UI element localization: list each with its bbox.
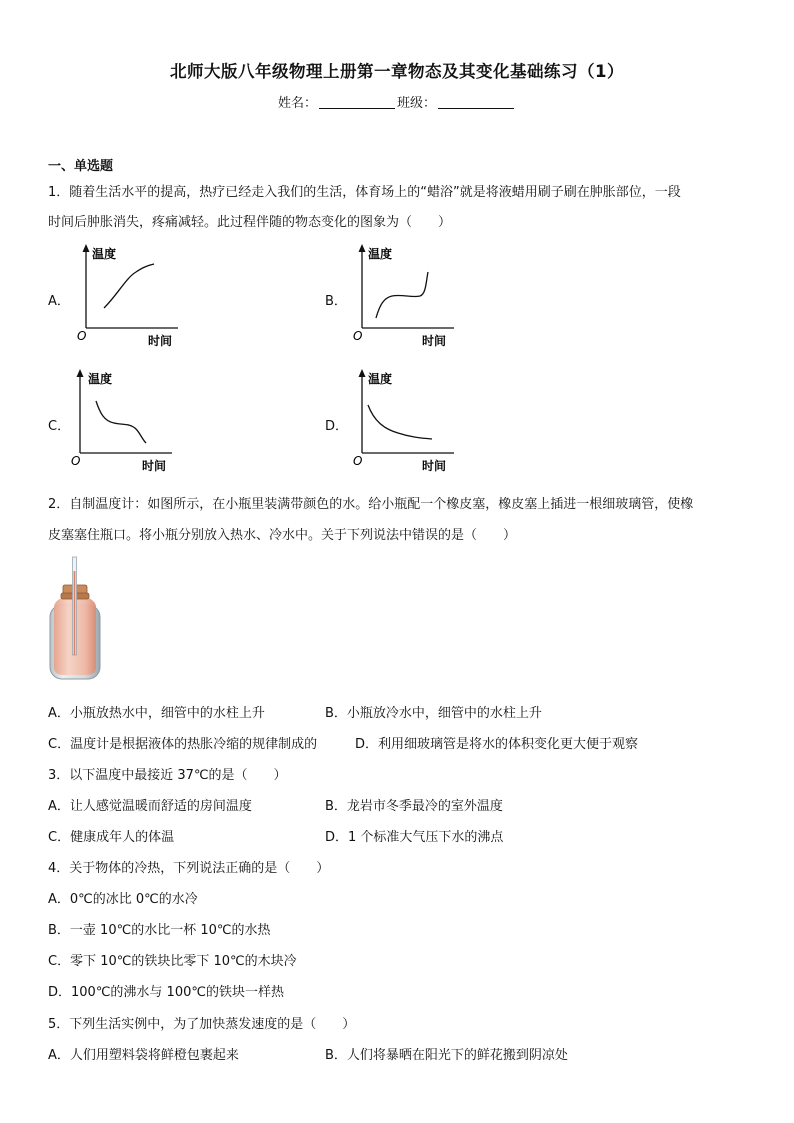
q4-option-b[interactable]: B．一壶 10℃的水比一杯 10℃的水热 [48, 923, 271, 938]
origin-label: O [71, 454, 81, 468]
name-class-line [0, 92, 794, 111]
q2-text-line1: 2．自制温度计：如图所示，在小瓶里装满带颜色的水。给小瓶配一个橡皮塞，橡皮塞上插进一根细玻璃管，使橡 [48, 497, 694, 512]
class-label: 班级： [397, 96, 437, 111]
origin-label: O [77, 329, 87, 343]
page-title: 北师大版八年级物理上册第一章物态及其变化基础练习（1） [170, 62, 624, 81]
q1-option-d-letter[interactable]: D． [325, 419, 349, 434]
q2-text-line2: 皮塞塞住瓶口。将小瓶分别放入热水、冷水中。关于下列说法中错误的是（ ） [48, 528, 517, 543]
q4-option-d[interactable]: D．100℃的沸水与 100℃的铁块一样热 [48, 985, 284, 1000]
class-blank[interactable] [438, 96, 514, 109]
q2-option-b[interactable]: B．小瓶放冷水中，细管中的水柱上升 [325, 706, 542, 721]
x-axis-label: 时间 [422, 459, 447, 473]
y-arrow-icon [83, 244, 90, 252]
temperature-curve [368, 405, 432, 439]
q5-text-line1: 5．下列生活实例中，为了加快蒸发速度的是（ ） [48, 1017, 356, 1032]
name-label: 姓名： [277, 96, 317, 111]
y-axis-label: 温度 [368, 372, 393, 386]
q5-option-a[interactable]: A．人们用塑料袋将鲜橙包裹起来 [48, 1048, 239, 1063]
y-axis-label: 温度 [88, 372, 113, 386]
bottle-thermometer-figure [46, 555, 104, 683]
origin-label: O [353, 454, 363, 468]
q4-option-c[interactable]: C．零下 10℃的铁块比零下 10℃的木块冷 [48, 954, 297, 969]
q1-option-a-letter[interactable]: A． [48, 294, 70, 309]
y-arrow-icon [359, 244, 366, 252]
temperature-curve [104, 264, 154, 308]
y-axis-label: 温度 [368, 247, 393, 261]
q3-option-b[interactable]: B．龙岩市冬季最冷的室外温度 [325, 799, 503, 814]
y-axis-label: 温度 [92, 247, 117, 261]
q5-option-b[interactable]: B．人们将暴晒在阳光下的鲜花搬到阴凉处 [325, 1048, 568, 1063]
temperature-curve [96, 401, 146, 443]
q1-text-line2: 时间后肿胀消失，疼痛减轻。此过程伴随的物态变化的图象为（ ） [48, 215, 452, 230]
q3-option-d[interactable]: D．1 个标准大气压下水的沸点 [325, 830, 504, 845]
q1-text-line1: 1．随着生活水平的提高，热疗已经走入我们的生活，体育场上的“蜡浴”就是将液蜡用刷子刷在肿胀部位，一段 [48, 185, 681, 200]
x-axis-label: 时间 [148, 334, 173, 348]
q1-option-b-graph[interactable] [346, 242, 466, 350]
q1-option-c-graph[interactable] [64, 367, 184, 475]
origin-label: O [353, 329, 363, 343]
q1-option-d-graph[interactable] [346, 367, 466, 475]
y-arrow-icon [77, 369, 84, 377]
q3-option-a[interactable]: A．让人感觉温暖而舒适的房间温度 [48, 799, 252, 814]
x-axis-label: 时间 [142, 459, 167, 473]
q3-option-c[interactable]: C．健康成年人的体温 [48, 830, 175, 845]
x-axis-label: 时间 [422, 334, 447, 348]
q1-option-b-letter[interactable]: B． [325, 294, 347, 309]
temperature-curve [376, 272, 428, 318]
name-blank[interactable] [319, 96, 395, 109]
q2-option-a[interactable]: A．小瓶放热水中，细管中的水柱上升 [48, 706, 265, 721]
q1-option-c-letter[interactable]: C． [48, 419, 71, 434]
q4-option-a[interactable]: A．0℃的冰比 0℃的水冷 [48, 892, 198, 907]
q3-text-line1: 3．以下温度中最接近 37℃的是（ ） [48, 768, 287, 783]
section-heading: 一、单选题 [48, 159, 114, 174]
y-arrow-icon [359, 369, 366, 377]
q1-option-a-graph[interactable] [70, 242, 190, 350]
q2-option-d[interactable]: D．利用细玻璃管是将水的体积变化更大便于观察 [355, 737, 639, 752]
q4-text-line1: 4．关于物体的冷热，下列说法正确的是（ ） [48, 861, 330, 876]
q2-option-c[interactable]: C．温度计是根据液体的热胀冷缩的规律制成的 [48, 737, 318, 752]
